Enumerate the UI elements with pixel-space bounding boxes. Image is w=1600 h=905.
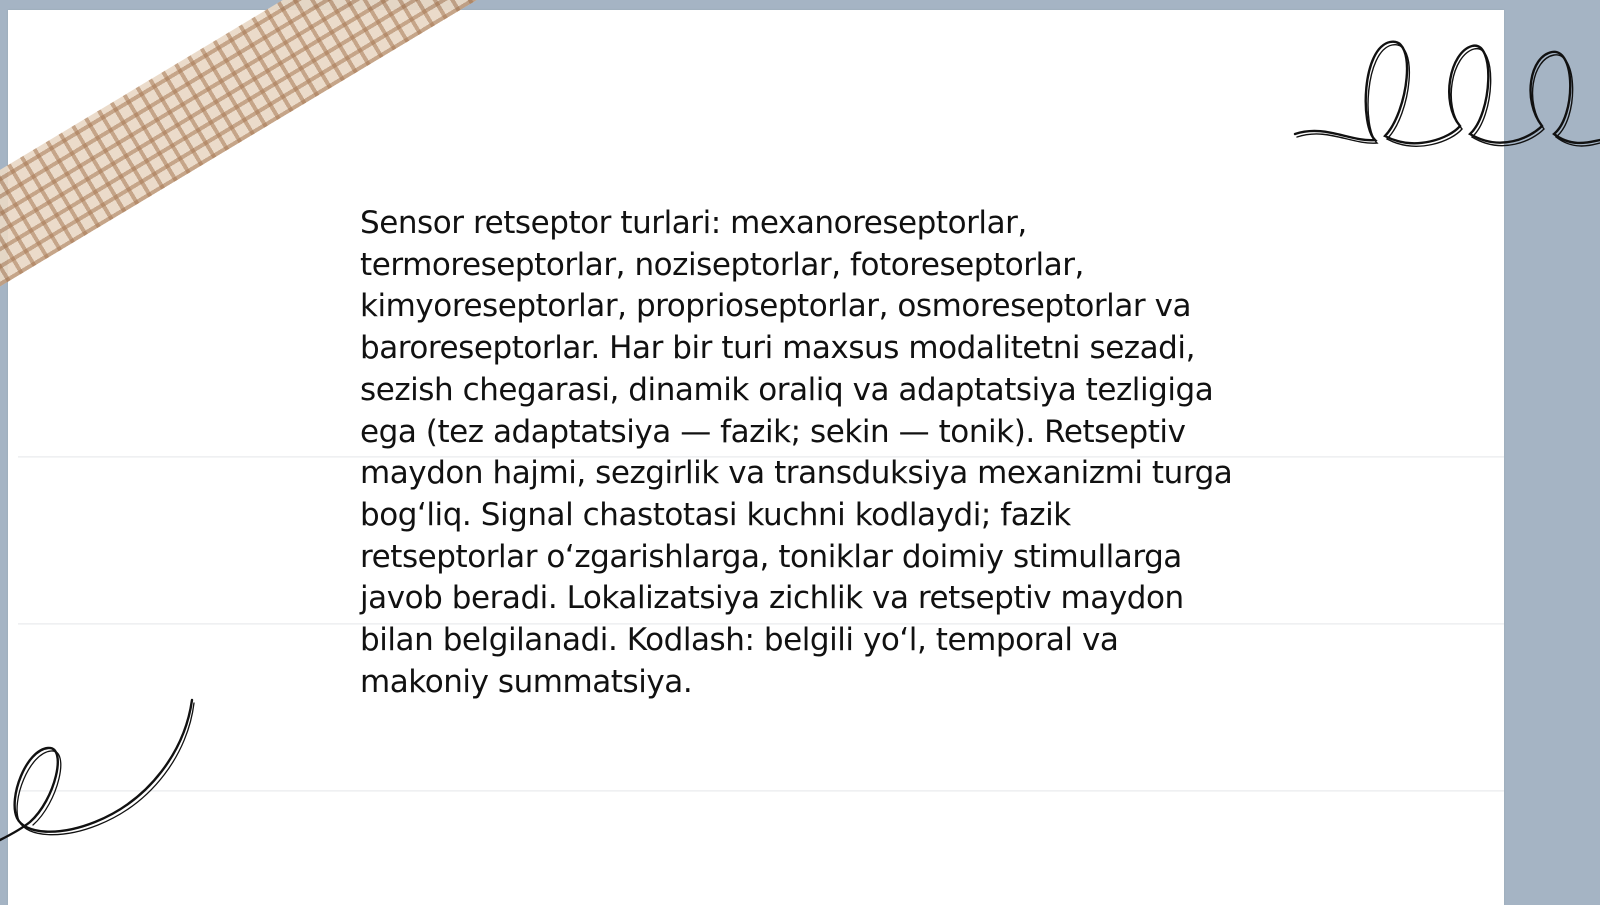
loop-squiggle-icon xyxy=(1290,30,1600,160)
slide-body-text: Sensor retseptor turlari: mexanoreseptorlar, termoreseptorlar, noziseptorlar, fotoreseptorlar, kimyoreseptorlar, proprioseptorlar, osmoreseptorlar va baroreseptorlar. Har bir turi maxsus modalitetni sezadi, sezish chegarasi, dinamik oraliq va adaptatsiya tezligiga ega (tez adaptatsiya — fazik; sekin — tonik). Retseptiv maydon hajmi, sezgirlik va transduksiya mexanizmi turga bog‘liq. Signal chastotasi kuchni kodlaydi; fazik retseptorlar o‘zgarishlarga, toniklar doimiy stimullarga javob beradi. Lokalizatsiya zichlik va retseptiv maydon bilan belgilanadi. Kodlash: belgili yo‘l, temporal va makoniy summatsiya. xyxy=(360,205,1233,700)
paper-fold-line xyxy=(18,790,1504,792)
curl-squiggle-icon xyxy=(0,690,200,850)
